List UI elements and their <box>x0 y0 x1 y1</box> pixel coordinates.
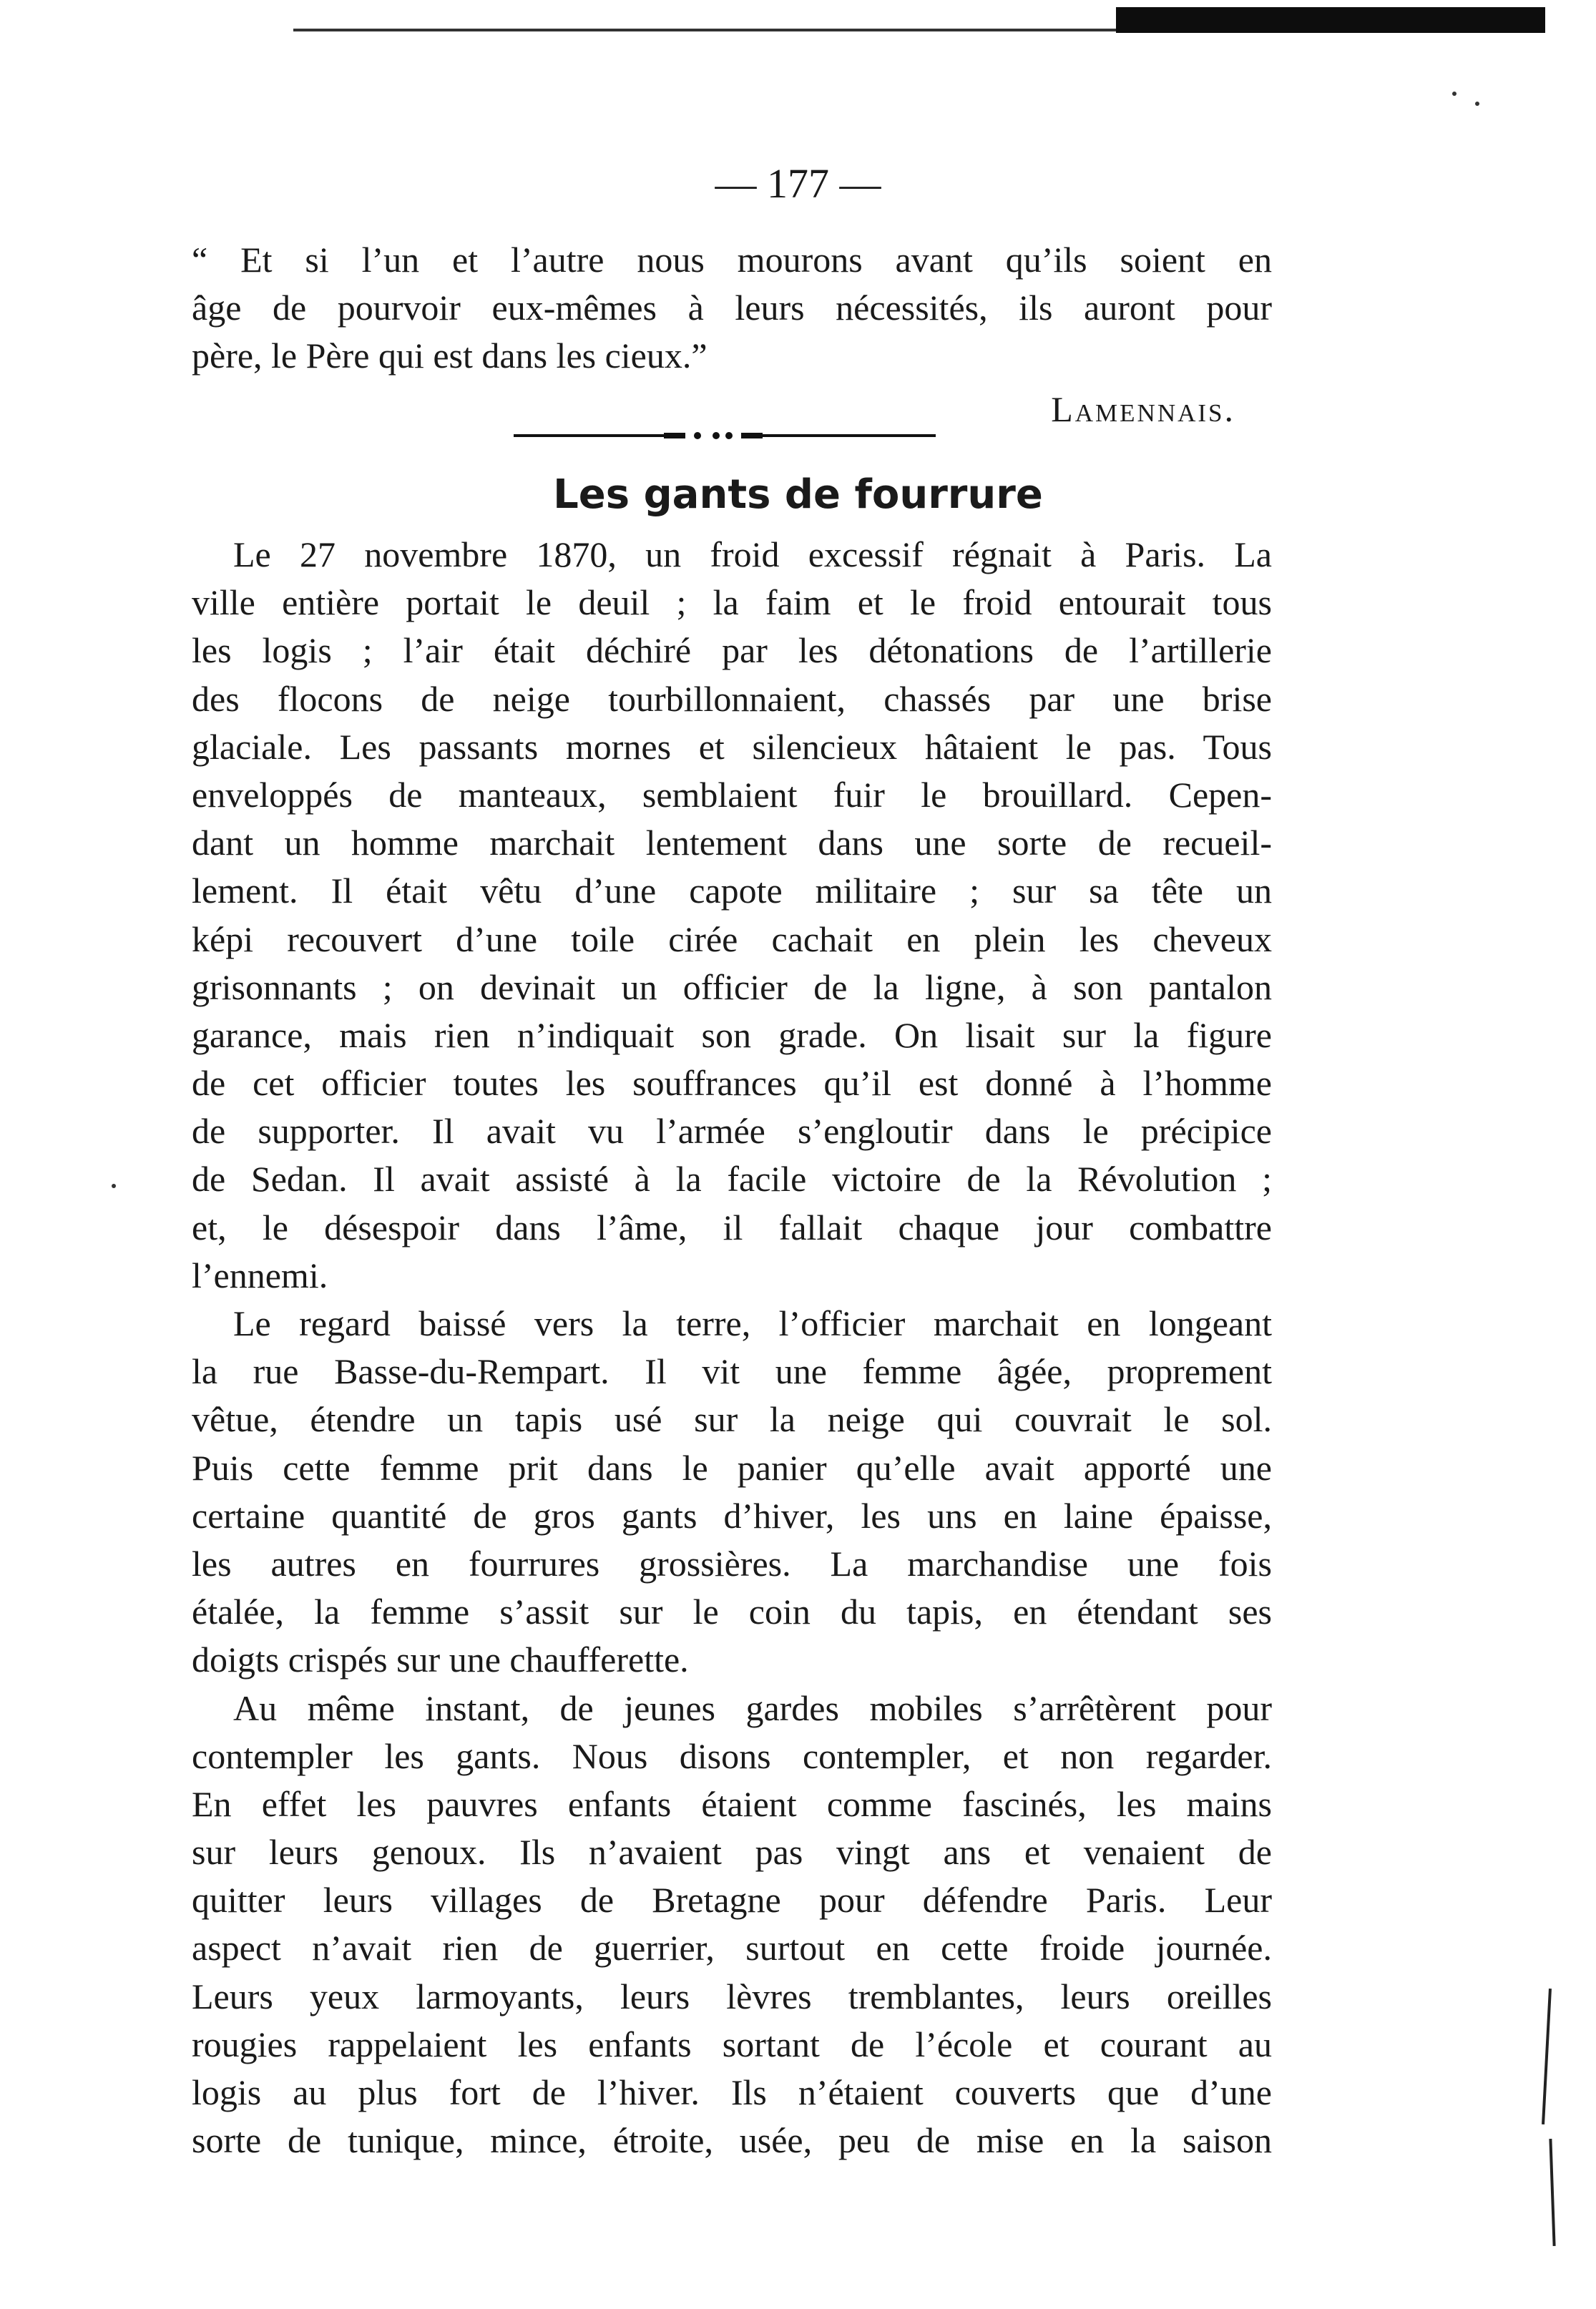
body-line: Puis cette femme prit dans le panier qu’elle avait apporté une <box>192 1447 1272 1488</box>
body-line: sorte de tunique, mince, étroite, usée, peu de mise en la saison <box>192 2120 1272 2161</box>
section-title: Les gants de fourrure <box>553 471 1043 518</box>
body-line: des flocons de neige tourbillonnaient, chassés par une brise <box>192 678 1272 719</box>
body-line: ville entière portait le deuil ; la faim et le froid entourait tous <box>192 582 1272 623</box>
body-line: lement. Il était vêtu d’une capote militaire ; sur sa tête un <box>192 871 1272 911</box>
body-line: vêtue, étendre un tapis usé sur la neige qui couvrait le sol. <box>192 1399 1272 1440</box>
body-line: doigts crispés sur une chaufferette. <box>192 1639 689 1680</box>
body-line: rougies rappelaient les enfants sortant de l’école et courant au <box>192 2024 1272 2064</box>
body-line: Le regard baissé vers la terre, l’officier marchait en longeant <box>233 1303 1272 1343</box>
body-line: képi recouvert d’une toile cirée cachait en plein les cheveux <box>192 918 1272 959</box>
body-line: Le 27 novembre 1870, un froid excessif régnait à Paris. La <box>233 534 1272 574</box>
scan-margin-mark <box>1549 2139 1555 2246</box>
body-line: de supporter. Il avait vu l’armée s’engloutir dans le précipice <box>192 1111 1272 1152</box>
body-line: glaciale. Les passants mornes et silencieux hâtaient le pas. Tous <box>192 726 1272 767</box>
epigraph-quote <box>192 236 1272 381</box>
body-line: les logis ; l’air était déchiré par les détonations de l’artillerie <box>192 630 1272 671</box>
body-line: enveloppés de manteaux, semblaient fuir le brouillard. Cepen- <box>192 774 1272 815</box>
scan-speck <box>1475 102 1479 106</box>
page-number: — 177 — <box>715 160 881 207</box>
body-line: En effet les pauvres enfants étaient comme fascinés, les mains <box>192 1783 1272 1824</box>
body-line: contempler les gants. Nous disons contempler, et non regarder. <box>192 1735 1272 1776</box>
scan-speck <box>112 1184 116 1188</box>
body-line: étalée, la femme s’assit sur le coin du tapis, en étendant ses <box>192 1592 1272 1632</box>
body-text <box>192 531 1272 2165</box>
body-line: de cet officier toutes les souffrances qu’il est donné à l’homme <box>192 1063 1272 1104</box>
scan-margin-mark <box>1542 1989 1552 2124</box>
body-line: grisonnants ; on devinait un officier de la ligne, à son pantalon <box>192 966 1272 1007</box>
body-line: de Sedan. Il avait assisté à la facile victoire de la Révolution ; <box>192 1159 1272 1200</box>
quote-line: père, le Père qui est dans les cieux.” <box>192 335 708 376</box>
body-line: certaine quantité de gros gants d’hiver, les uns en laine épaisse, <box>192 1495 1272 1536</box>
scan-speck <box>1452 92 1457 96</box>
body-line: l’ennemi. <box>192 1255 328 1295</box>
body-line: et, le désespoir dans l’âme, il fallait chaque jour combattre <box>192 1207 1272 1247</box>
quote-line: âge de pourvoir eux-mêmes à leurs nécessités, ils auront pour <box>192 288 1272 328</box>
quote-author: Lamennais. <box>1051 389 1235 429</box>
body-line: aspect n’avait rien de guerrier, surtout en cette froide journée. <box>192 1928 1272 1969</box>
body-line: quitter leurs villages de Bretagne pour défendre Paris. Leur <box>192 1880 1272 1921</box>
body-line: logis au plus fort de l’hiver. Ils n’étaient couverts que d’une <box>192 2072 1272 2112</box>
section-separator-ornament <box>514 429 936 442</box>
body-line: la rue Basse-du-Rempart. Il vit une femme âgée, proprement <box>192 1351 1272 1392</box>
scan-top-edge-shadow <box>1116 7 1545 33</box>
body-line: dant un homme marchait lentement dans une sorte de recueil- <box>192 823 1272 863</box>
body-line: Au même instant, de jeunes gardes mobiles s’arrêtèrent pour <box>233 1687 1272 1728</box>
body-line: les autres en fourrures grossières. La marchandise une fois <box>192 1543 1272 1584</box>
body-line: sur leurs genoux. Ils n’avaient pas vingt ans et venaient de <box>192 1832 1272 1873</box>
quote-line: “ Et si l’un et l’autre nous mourons avant qu’ils soient en <box>192 240 1272 280</box>
body-line: Leurs yeux larmoyants, leurs lèvres tremblantes, leurs oreilles <box>192 1976 1272 2016</box>
body-line: garance, mais rien n’indiquait son grade. On lisait sur la figure <box>192 1014 1272 1055</box>
